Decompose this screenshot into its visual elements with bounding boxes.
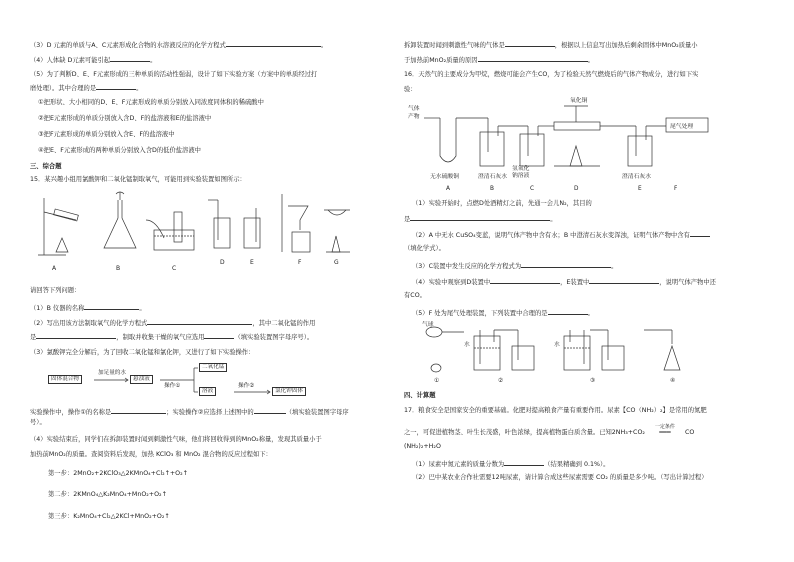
label-gas-1: 气体	[408, 106, 420, 112]
q15-3b-text: 实验操作中，操作①的名称是 ；实验操作②应选择上述图中的 （填实验装置图字母序	[30, 409, 349, 416]
label-naoh-2: 钠溶液	[512, 173, 530, 179]
flow-box-solution: 溶液	[199, 387, 216, 396]
q16-3-text: （3）C装置中发生反应的化学方程式为 。	[412, 263, 618, 270]
label-tail: 尾气处理	[670, 124, 694, 130]
q16-2b-text: （填化学式）。	[404, 245, 445, 252]
flow-arrow-op1: 操作①	[164, 383, 181, 389]
q15-text: 15．某兴趣小组用氯酸钾和二氧化锰制取氧气，可能用到实验装置如图所示：	[30, 176, 246, 183]
tail-gas-options-figure	[414, 320, 714, 386]
q15-4b-text: 加热前MnO₂的质量。查阅资料后发现，加热 KClO₃ 和 MnO₂ 混合物的反应过程如下：	[30, 451, 272, 458]
label-gas-2: 产物	[408, 114, 420, 120]
tail-label-water-1: 水	[464, 342, 470, 348]
q15-1-text: （1）B 仪器的名称 。	[30, 305, 146, 312]
tail-num-1: ①	[434, 378, 440, 384]
flow-chart	[48, 362, 348, 398]
q5b-text: 磨处理）。其中合理的是 。	[30, 85, 143, 92]
q16-1-text: （1）实验开始时，点燃D处酒精灯之前，先通一会儿N₂，其目的	[412, 200, 592, 207]
flow-box-suspension: 悬浊液	[130, 375, 153, 384]
tail-num-3: ③	[590, 378, 596, 384]
tail-num-2: ②	[498, 378, 504, 384]
q16-4d-text: 有CO。	[404, 292, 426, 299]
fig-letter-a: A	[446, 186, 450, 192]
q17d-text: (NH₂)₂+H₂O	[404, 443, 441, 450]
section-4-heading: 四、计算题	[404, 392, 436, 399]
reaction-step-2: 第二步：2KMnO₄△K₂MnO₄+MnO₂+O₂↑	[48, 491, 167, 498]
app-label-b: B	[116, 265, 121, 272]
reaction-step-3: 第三步：K₂MnO₄+Cl₂△2KCl+MnO₂+O₂↑	[48, 513, 170, 520]
flow-arrow-op2: 操作②	[238, 383, 255, 389]
q17-2-text: （2）巴中某农业合作社需要12吨尿素，请计算合成这些尿素需要 CO₂ 的质量是多少吨。（写出计算过程）	[412, 474, 708, 481]
option-2: ②把E元素形成的单质分别放入含D、F的盐溶液和E的盐溶液中	[38, 115, 212, 122]
q17b-text: 之一，可促进植物茎、叶生长茂盛，叶色浓绿，提高植物蛋白质含量。已知2NH₃+CO₂ 一定条件 ═══ CO	[404, 424, 695, 436]
q15-3-text: （3）氯酸钾完全分解后，为了回收二氧化锰和氯化钾，又进行了如下实验操作：	[30, 349, 255, 356]
tail-label-ball: 气球	[422, 322, 434, 328]
tail-num-4: ④	[670, 378, 676, 384]
option-4: ④把E、F元素形成的两种单质分别放入含D的低价盐溶液中	[38, 147, 201, 154]
q15-3e-text: 号）。	[30, 419, 46, 426]
q15-2-text: （2）写出用该方法制取氧气的化学方程式 ，其中二氧化锰的作用	[30, 320, 316, 327]
ask-text: 请回答下列问题：	[30, 287, 81, 294]
q16-5-text: （5）F 处为尾气处理装置，下列装置中合理的是 。	[412, 310, 594, 317]
q16-4-text: （4）实验中观察到D装置中 ，E装置中 ，说明气体产物中还	[412, 279, 716, 286]
flow-box-mno2: 二氧化锰	[199, 363, 227, 372]
tail-label-water-2: 水	[554, 342, 560, 348]
gas-apparatus-figure	[404, 96, 734, 194]
fig-letter-d: D	[574, 186, 579, 192]
option-3: ③把F元素形成的单质分别放入含E、F的盐溶液中	[38, 131, 175, 138]
label-lime-2: 澄清石灰水	[622, 174, 651, 180]
flow-box-kcl: 氯化钾固体	[272, 387, 306, 396]
app-label-g: G	[334, 259, 339, 266]
q16b-text: 验：	[404, 86, 417, 93]
q5-text: （5）为了判断D、E、F元素形成的三种单质的活动性强弱，设计了如下实验方案（方案中的单质经过打	[30, 71, 318, 78]
q16-2-text: （2）A 中无水 CuSO₄变蓝，说明气体产物中含有水；B 中澄清石灰水变浑浊，证明气体产物中含有	[412, 230, 710, 240]
app-label-a: A	[52, 265, 57, 272]
q17-1-text: （1）尿素中氮元素的质量分数为 （结果精确到 0.1%）。	[412, 461, 610, 468]
apparatus-figure	[36, 190, 356, 275]
app-label-e: E	[250, 259, 254, 266]
q17-text: 17．粮食安全是国家安全的重要基础。化肥对提高粮食产量有重要作用。尿素【CO（NH₂）₂】是常用的氮肥	[404, 407, 707, 414]
fig-letter-e: E	[638, 186, 642, 192]
fig-letter-b: B	[490, 186, 494, 192]
section-3-heading: 三、综合题	[30, 163, 62, 170]
q15-4-text: （4）实验结束后，同学们在拆卸装置时闻到刺激性气味，他们将回收得到的MnO₂称量，发现其质量小于	[30, 436, 322, 443]
reaction-step-1: 第一步：2MnO₂+2KClO₃△2KMnO₄+Cl₂↑+O₂↑	[48, 470, 188, 477]
r2-text: 于加热前MnO₂质量的原因 。	[404, 57, 594, 64]
q4-text: （4）人体缺 D元素可能引起 。	[30, 57, 157, 64]
q3-text: （3）D 元素的单质与A、C元素形成化合物的水溶液反应的化学方程式 。	[30, 42, 328, 49]
app-label-f: F	[298, 259, 302, 266]
label-cuso4: 无水硫酸铜	[430, 174, 459, 180]
q16-text: 16．天然气的主要成分为甲烷，燃烧可能会产生CO，为了检验天然气燃烧后的气体产物成分，进行如下实	[404, 71, 699, 78]
label-cuo: 氧化铜	[570, 98, 588, 104]
flow-arrow-water: 加足量的水	[98, 370, 126, 376]
q16-1b-text: 是 。	[404, 216, 557, 223]
condition-label: 一定条件	[654, 424, 675, 430]
flow-box-mixture: 固体混合物	[48, 375, 82, 384]
fig-letter-c: C	[530, 186, 535, 192]
r1-text: 拆卸装置时闻到刺激性气味的气体是 ，根据以上信息写出加热后剩余固体中MnO₂质量小	[404, 42, 698, 49]
app-label-d: D	[220, 259, 225, 266]
option-1: ①把形状、大小相同的D、E、F元素形成的单质分别放入同浓度同体积的稀硫酸中	[38, 99, 264, 106]
q15-2c-text: 是 ，制取并收集干燥的氧气应选用 （填实验装置图字母序号）。	[30, 334, 314, 341]
label-naoh-1: 氢氧化	[512, 166, 530, 172]
fig-letter-f: F	[674, 186, 678, 192]
app-label-c: C	[172, 265, 177, 272]
label-lime-1: 澄清石灰水	[478, 174, 507, 180]
